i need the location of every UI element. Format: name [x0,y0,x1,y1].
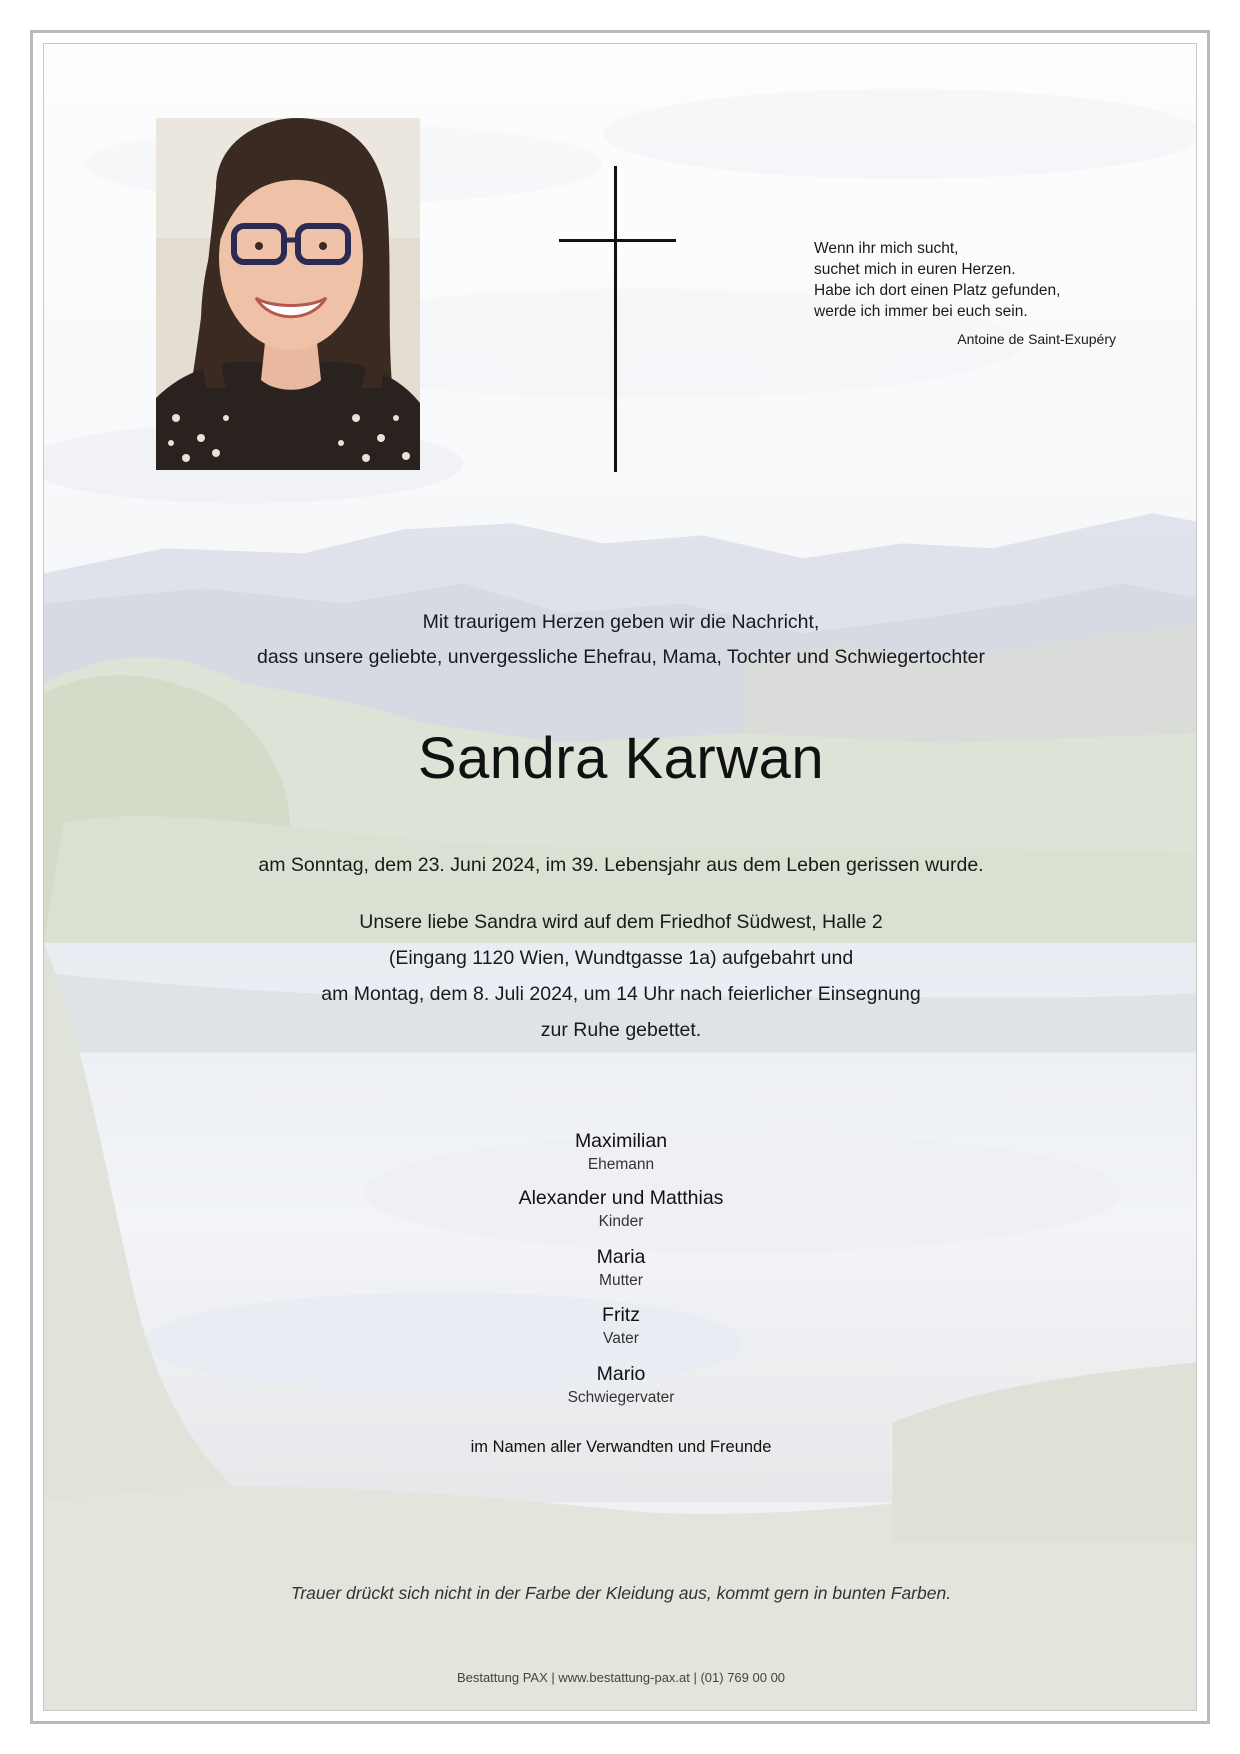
deceased-name: Sandra Karwan [417,726,825,791]
family-member-name: Maximilian [574,1130,668,1152]
details-line: (Eingang 1120 Wien, Wundtgasse 1a) aufgebahrt und [388,947,854,969]
details-line: am Montag, dem 8. Juli 2024, um 14 Uhr nach feierlicher Einsegnung [321,983,921,1005]
funeral-details [44,904,1197,1048]
family-member-name: Mario [596,1363,646,1385]
family-member [44,1185,1197,1233]
memorial-quote [814,238,1134,322]
quote-author: Antoine de Saint-Exupéry [957,331,1116,347]
quote-line: suchet mich in euren Herzen. [814,261,1016,278]
family-member-role: Schwiegervater [567,1389,675,1406]
details-line: Unsere liebe Sandra wird auf dem Friedhof Südwest, Halle 2 [359,911,883,933]
quote-line: werde ich immer bei euch sein. [814,303,1028,320]
cross-icon-vertical [614,166,617,472]
family-member-name: Fritz [602,1304,640,1326]
closing-line: im Namen aller Verwandten und Freunde [470,1438,772,1456]
family-member [44,1302,1197,1350]
family-member-role: Ehemann [587,1156,655,1173]
family-member-name: Alexander und Matthias [518,1187,724,1209]
intro-line: dass unsere geliebte, unvergessliche Ehefrau, Mama, Tochter und Schwiegertochter [256,646,986,668]
quote-line: Habe ich dort einen Platz gefunden, [814,282,1061,299]
family-member-role: Mutter [599,1272,643,1289]
announcement-intro [44,605,1197,675]
family-member [44,1128,1197,1176]
family-member [44,1361,1197,1409]
family-member [44,1244,1197,1292]
intro-line: Mit traurigem Herzen geben wir die Nachricht, [422,611,820,633]
portrait-photo [156,118,420,470]
death-date-line: am Sonntag, dem 23. Juni 2024, im 39. Lebensjahr aus dem Leben gerissen wurde. [258,854,984,876]
card [43,43,1197,1711]
quote-line: Wenn ihr mich sucht, [814,240,959,257]
motto: Trauer drückt sich nicht in der Farbe der Kleidung aus, kommt gern in bunten Farben. [290,1583,952,1603]
funeral-home-footer: Bestattung PAX | www.bestattung-pax.at | (01) 769 00 00 [456,1670,786,1685]
family-member-role: Vater [603,1330,639,1347]
cross-icon-horizontal [559,239,676,242]
details-line: zur Ruhe gebettet. [540,1019,702,1041]
family-member-role: Kinder [598,1213,644,1230]
family-member-name: Maria [596,1246,646,1268]
